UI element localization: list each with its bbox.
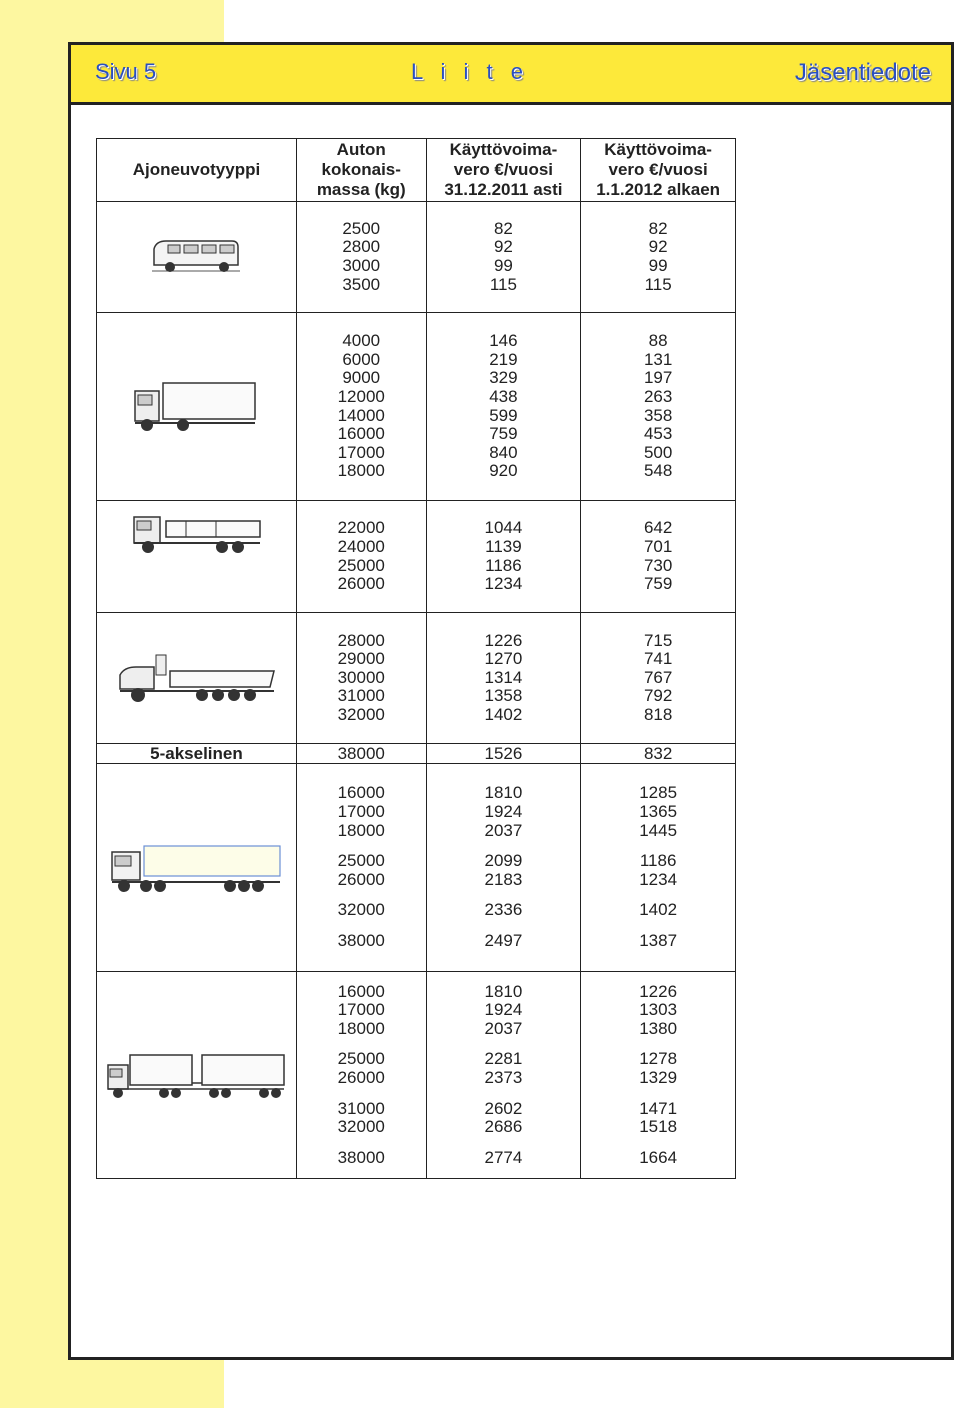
tax-new-value: 500 — [643, 442, 673, 462]
mass-value: 29000 — [337, 649, 385, 669]
col-header-tax-old-line: 31.12.2011 asti — [444, 180, 563, 199]
mass-value: 28000 — [337, 630, 385, 650]
tax-old-value: 438 — [489, 386, 518, 406]
mass-value: 32000 — [337, 900, 385, 920]
tax-old-cell — [426, 501, 581, 613]
mass-cell — [296, 764, 426, 972]
mass-value: 3500 — [342, 274, 381, 294]
mass-value: 16000 — [337, 424, 385, 444]
tax-old-value: 2037 — [484, 820, 523, 840]
tax-old-value: 1924 — [484, 802, 523, 822]
tax-new-value: 1387 — [639, 930, 678, 950]
mass-value: 38000 — [337, 930, 385, 950]
mass-value: 17000 — [337, 442, 385, 462]
tax-new-cell — [581, 313, 736, 501]
tax-old-value: 1314 — [484, 667, 523, 687]
tax-new-cell — [581, 501, 736, 613]
col-header-mass-line: massa (kg) — [316, 180, 406, 199]
table-row — [97, 764, 736, 972]
tax-old-value: 1270 — [484, 649, 523, 669]
tax-old-value: 2373 — [484, 1068, 523, 1087]
tax-new-value: 1380 — [639, 1018, 678, 1038]
mass-value: 18000 — [337, 1018, 385, 1038]
mass-value: 17000 — [337, 1000, 385, 1020]
mass-value: 4000 — [342, 331, 381, 351]
tax-old-value: 2336 — [484, 900, 523, 920]
tax-new-value: 715 — [643, 630, 673, 650]
mass-value: 38000 — [337, 1147, 385, 1167]
tax-old-value: 1924 — [484, 1000, 523, 1020]
tax-old-value: 92 — [493, 237, 513, 257]
col-header-tax-old-line: vero €/vuosi — [453, 160, 554, 179]
tax-new-value: 453 — [643, 424, 673, 444]
tax-old-value: 115 — [489, 274, 517, 294]
mass-value: 16000 — [337, 981, 385, 1001]
tax-new-value: 131 — [643, 349, 673, 369]
mass-value: 2500 — [342, 218, 381, 238]
tax-new-value: 1186 — [639, 851, 677, 871]
mass-value: 22000 — [337, 518, 385, 538]
mass-value: 31000 — [337, 1098, 385, 1118]
tax-new-value: 263 — [643, 386, 673, 406]
mass-value: 32000 — [337, 704, 385, 724]
semi-trailer-truck-icon — [108, 840, 284, 896]
col-header-tax-new-line: vero €/vuosi — [608, 160, 708, 179]
tax-old-value: 1044 — [484, 518, 523, 538]
five-axle-tax-new: 832 — [581, 744, 736, 764]
mass-value: 17000 — [337, 802, 385, 822]
tax-new-value: 1329 — [639, 1068, 678, 1087]
tax-old-value: 2774 — [484, 1147, 523, 1167]
tax-old-value: 1234 — [484, 574, 523, 594]
tax-old-value: 1810 — [484, 783, 523, 803]
tax-new-value: 197 — [643, 368, 673, 388]
tax-new-value: 1518 — [639, 1117, 678, 1137]
tax-old-value: 99 — [493, 256, 513, 275]
tax-new-value: 767 — [643, 667, 673, 687]
tax-old-value: 1139 — [485, 536, 522, 556]
tax-old-value: 219 — [489, 349, 518, 369]
table-row-five-axle — [97, 744, 736, 764]
col-header-mass-line: kokonais- — [321, 160, 401, 179]
col-header-mass-line: Auton — [336, 140, 386, 159]
vehicle-cell — [97, 972, 297, 1179]
mass-value: 18000 — [337, 820, 385, 840]
tax-new-value: 792 — [643, 686, 673, 706]
vehicle-cell — [97, 764, 297, 972]
vehicle-cell — [97, 501, 297, 613]
tax-old-value: 2183 — [484, 869, 523, 889]
vehicle-tax-table — [96, 138, 736, 1179]
mass-value: 3000 — [342, 256, 381, 275]
mass-value: 25000 — [337, 555, 385, 575]
vehicle-cell — [97, 202, 297, 313]
col-header-tax-old-line: Käyttövoima- — [449, 140, 558, 159]
tax-new-value: 1445 — [639, 820, 678, 840]
tax-old-value: 2281 — [484, 1049, 523, 1069]
mass-value: 25000 — [337, 851, 385, 871]
col-header-type: Ajoneuvotyyppi — [97, 139, 297, 202]
tax-old-value: 1402 — [484, 704, 523, 724]
tax-new-value: 1303 — [639, 1000, 678, 1020]
tax-old-value: 2037 — [484, 1018, 523, 1038]
tax-new-value: 1278 — [639, 1049, 678, 1069]
mass-value: 9000 — [342, 368, 381, 388]
tax-new-value: 82 — [648, 218, 668, 238]
tax-new-value: 1285 — [639, 783, 678, 803]
mass-cell — [296, 313, 426, 501]
tax-new-value: 730 — [643, 555, 673, 575]
table-row — [97, 501, 736, 613]
mass-value: 16000 — [337, 783, 385, 803]
mass-value: 31000 — [337, 686, 385, 706]
tax-new-cell — [581, 613, 736, 744]
mass-cell — [296, 972, 426, 1179]
section-label: L i i t e — [411, 59, 529, 84]
tax-old-value: 920 — [489, 461, 518, 481]
tax-old-cell — [426, 313, 581, 501]
tax-old-value: 599 — [489, 405, 518, 425]
tax-old-value: 840 — [489, 442, 518, 462]
mass-value: 2800 — [342, 237, 381, 257]
four-axle-dump-truck-icon — [114, 649, 278, 707]
mass-value: 25000 — [337, 1049, 385, 1069]
tax-old-value: 1186 — [485, 555, 522, 575]
five-axle-label: 5-akselinen — [97, 744, 297, 764]
tax-new-value: 701 — [643, 536, 673, 556]
tax-old-value: 2099 — [484, 851, 523, 871]
mass-cell — [296, 501, 426, 613]
table-row — [97, 313, 736, 501]
mass-value: 32000 — [337, 1117, 385, 1137]
col-header-tax-new — [581, 139, 736, 202]
col-header-tax-new-line: Käyttövoima- — [604, 140, 712, 159]
two-axle-truck-icon — [131, 377, 261, 437]
col-header-tax-new-line: 1.1.2012 alkaen — [596, 180, 721, 199]
tax-new-value: 115 — [644, 274, 672, 294]
page-header — [71, 45, 951, 105]
mass-value: 26000 — [337, 1068, 385, 1087]
tax-old-value: 146 — [489, 331, 518, 351]
mass-value: 24000 — [337, 536, 385, 556]
tax-old-value: 2497 — [484, 930, 523, 950]
vehicle-cell — [97, 313, 297, 501]
mass-value: 14000 — [337, 405, 385, 425]
five-axle-tax-old: 1526 — [426, 744, 581, 764]
publication-title: Jäsentiedote — [794, 59, 931, 86]
tax-new-value: 1471 — [639, 1098, 678, 1118]
tax-new-value: 358 — [643, 405, 673, 425]
table-row — [97, 972, 736, 1179]
tax-new-value: 818 — [643, 704, 673, 724]
mass-value: 26000 — [337, 869, 385, 889]
tax-new-value: 99 — [648, 256, 668, 275]
tax-new-value: 741 — [643, 649, 673, 669]
five-axle-mass: 38000 — [296, 744, 426, 764]
tax-new-cell — [581, 972, 736, 1179]
mass-value: 18000 — [337, 461, 385, 481]
mass-cell — [296, 613, 426, 744]
tax-old-cell — [426, 764, 581, 972]
van-icon — [148, 235, 244, 279]
tax-old-value: 1226 — [484, 630, 523, 650]
mass-cell — [296, 202, 426, 313]
three-axle-hook-truck-icon — [126, 507, 266, 557]
tax-old-value: 1810 — [484, 981, 523, 1001]
col-header-tax-old — [426, 139, 581, 202]
table-row — [97, 613, 736, 744]
tax-old-value: 2686 — [484, 1117, 523, 1137]
tax-new-cell — [581, 202, 736, 313]
tax-new-value: 642 — [643, 518, 673, 538]
tax-new-value: 1402 — [639, 900, 678, 920]
tax-old-value: 329 — [489, 368, 518, 388]
tax-new-value: 548 — [643, 461, 673, 481]
tax-old-cell — [426, 202, 581, 313]
tax-old-value: 1358 — [484, 686, 523, 706]
tax-new-value: 92 — [648, 237, 668, 257]
tax-new-value: 88 — [648, 331, 668, 351]
tax-new-value: 1365 — [639, 802, 678, 822]
col-header-mass — [296, 139, 426, 202]
tax-old-value: 2602 — [484, 1098, 523, 1118]
vehicle-cell — [97, 613, 297, 744]
tax-new-value: 1234 — [639, 869, 678, 889]
tax-new-value: 1664 — [639, 1147, 678, 1167]
tax-new-value: 1226 — [639, 981, 678, 1001]
tax-old-cell — [426, 613, 581, 744]
page-number: Sivu 5 — [95, 59, 157, 84]
tax-new-cell — [581, 764, 736, 972]
mass-value: 6000 — [342, 349, 381, 369]
tax-old-value: 759 — [489, 424, 518, 444]
mass-value: 30000 — [337, 667, 385, 687]
tax-old-cell — [426, 972, 581, 1179]
tax-new-value: 759 — [643, 574, 673, 594]
table-row — [97, 202, 736, 313]
mass-value: 26000 — [337, 574, 385, 594]
tax-old-value: 82 — [493, 218, 513, 238]
mass-value: 12000 — [337, 386, 385, 406]
full-trailer-truck-icon — [104, 1049, 288, 1101]
table-header-row — [97, 139, 736, 202]
